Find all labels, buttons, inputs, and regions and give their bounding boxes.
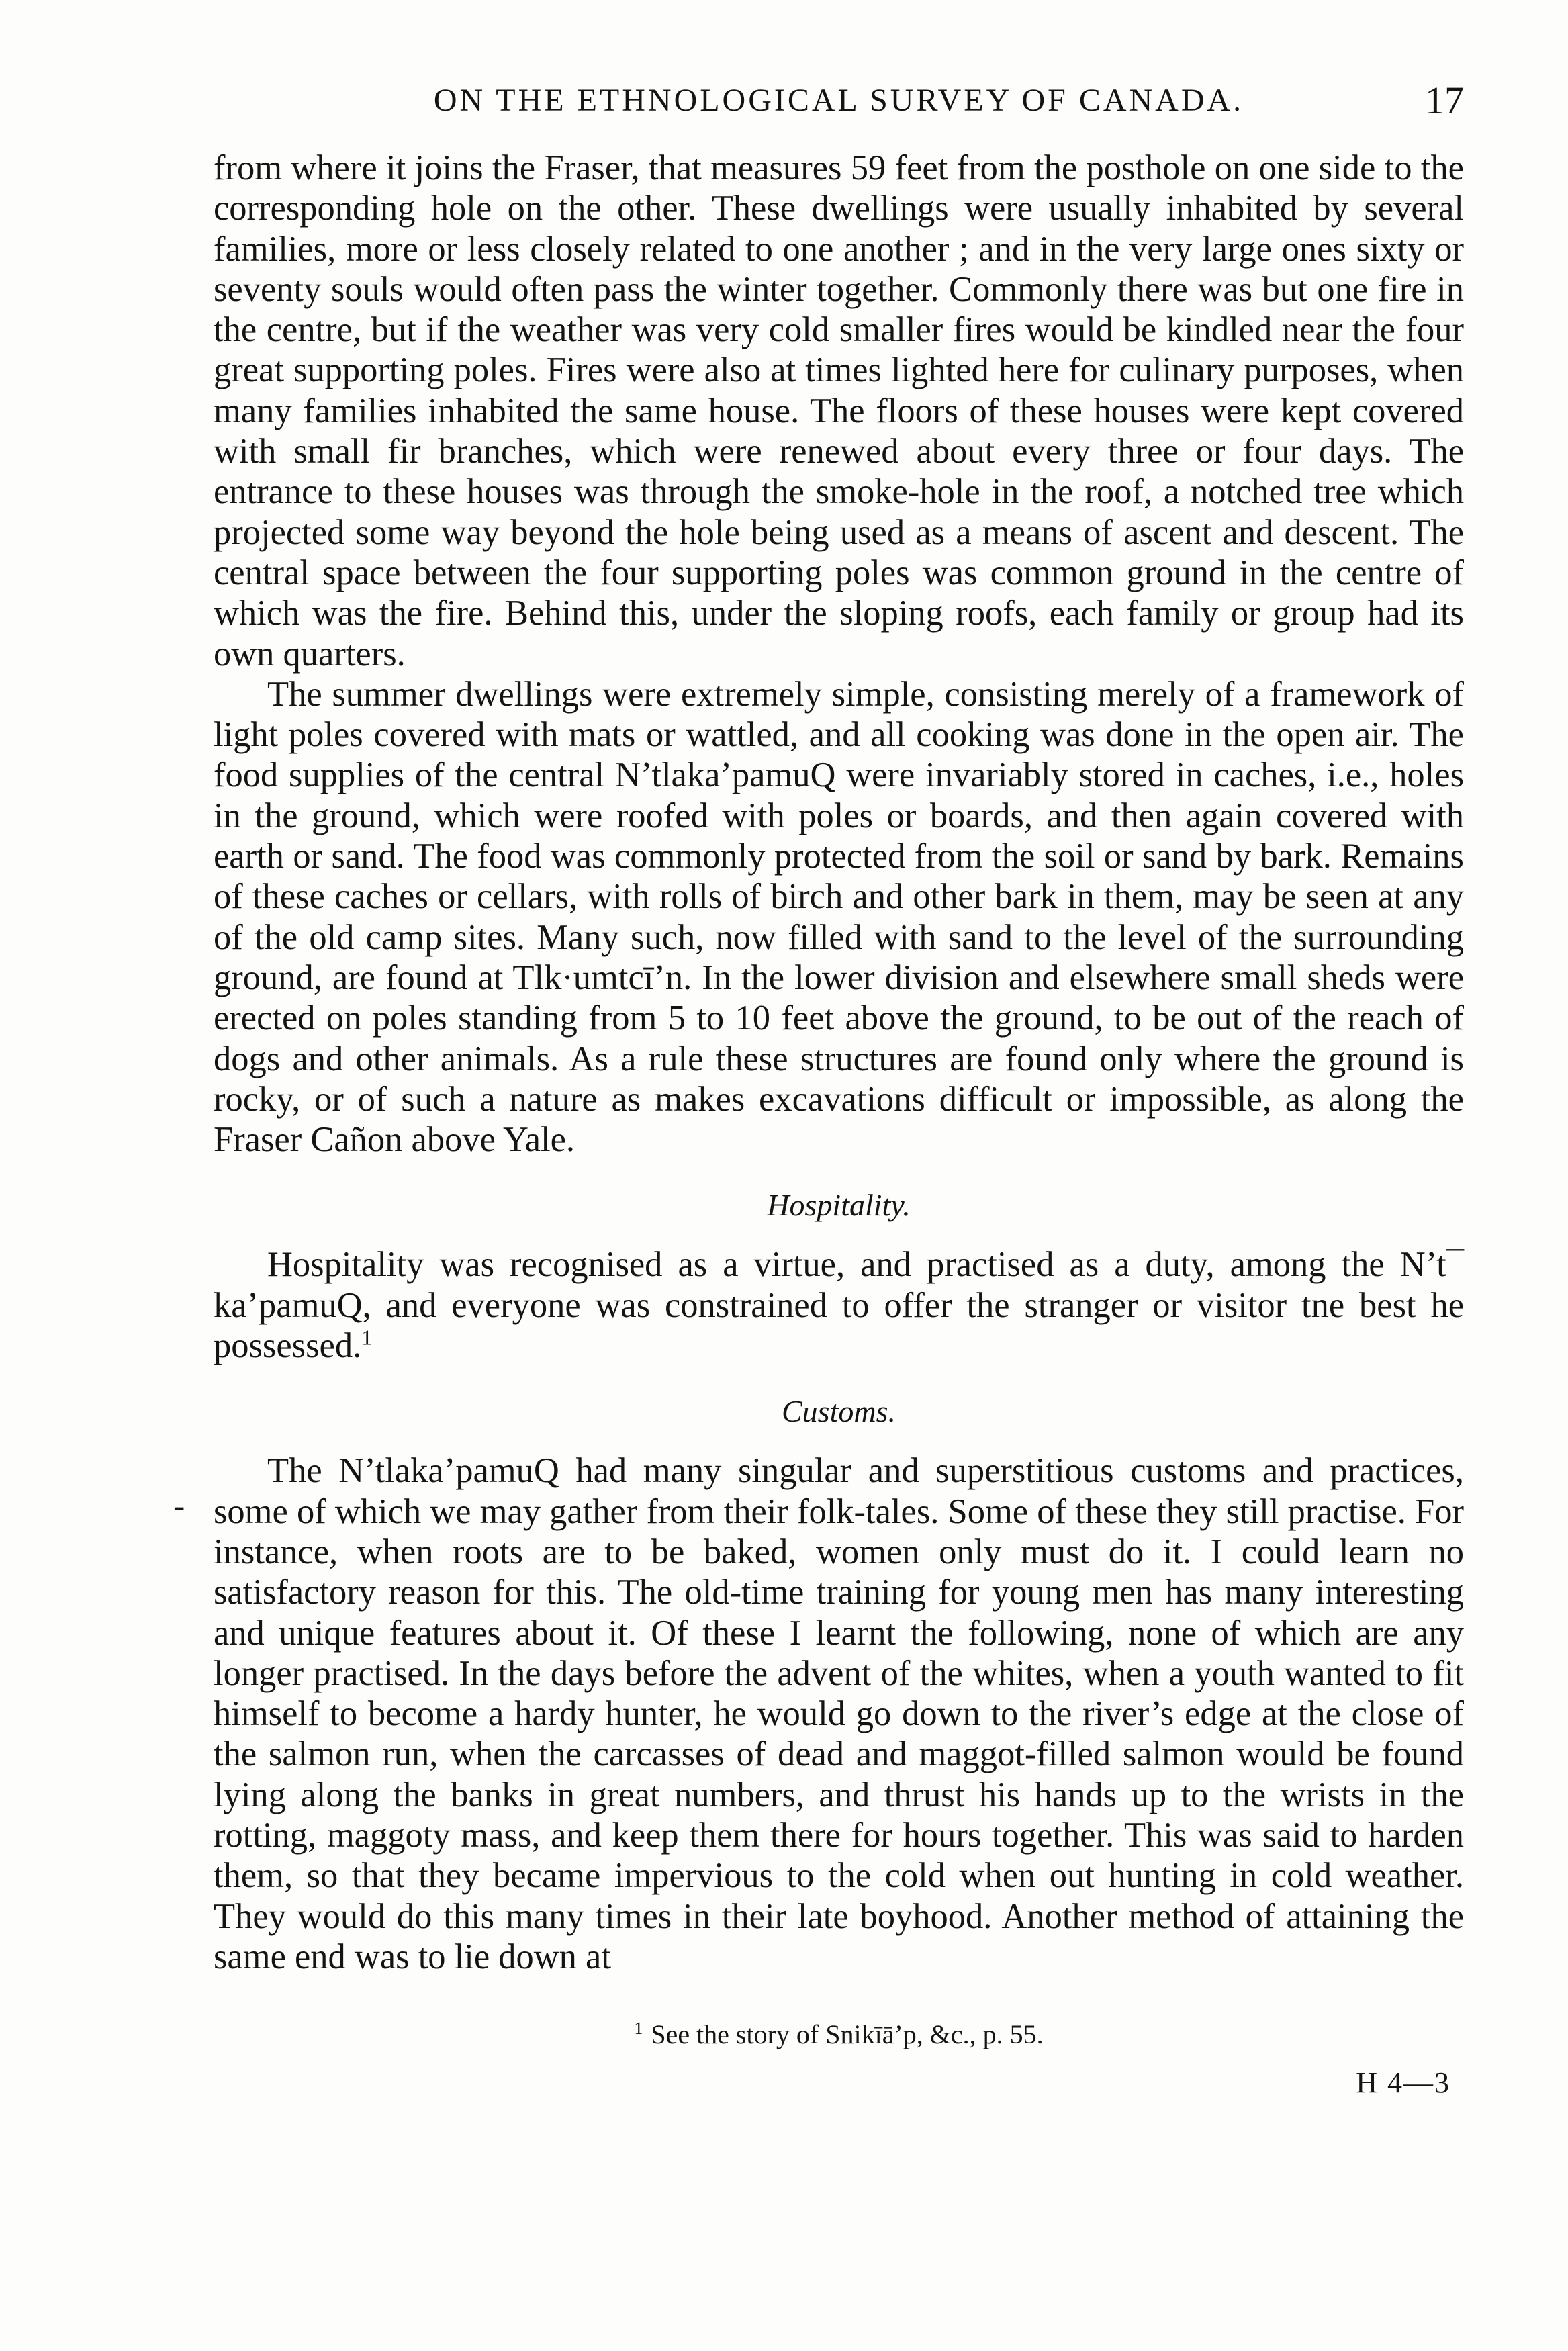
paragraph-summer-dwellings: The summer dwellings were extremely simple, consisting merely of a framework of light poles covered with mats or wattled, and all cooking was done in the open air. The food supplies of the central N’tlaka’pamuQ were invariably stored in caches, i.e., holes in the ground, which were roofed with poles or boards, and then again covered with earth or sand. The food was commonly protected from the soil or sand by bark. Remains of these caches or cellars, with rolls of birch and other bark in them, may be seen at any of the old camp sites. Many such, now filled with sand to the level of the surrounding ground, are found at Tlk·umtcī’n. In the lower division and elsewhere small sheds were erected on poles standing from 5 to 10 feet above the ground, to be out of the reach of dogs and other animals. As a rule these structures are found only where the ground is rocky, or of such a nature as makes excavations difficult or impossible, as along the Fraser Cañon above Yale. [214,674,1464,1160]
paragraph-customs: The N’tlaka’pamuQ had many singular and superstitious customs and practices, some of which we may gather from their folk-tales. Some of these they still practise. For instance, when roots are to be baked, women only must do it. I could learn no satisfactory reason for this. The old-time training for young men has many interesting and unique features about it. Of these I learnt the following, none of which are any longer practised. In the days before the advent of the whites, when a youth wanted to fit himself to become a hardy hunter, he would go down to the river’s edge at the close of the salmon run, when the carcasses of dead and maggot-filled salmon would be found lying along the banks in great numbers, and thrust his hands up to the wrists in the rotting, maggoty mass, and keep them there for hours together. This was said to harden them, so that they became impervious to the cold when out hunting in cold weather. They would do this many times in their late boyhood. Another method of attaining the same end was to lie down at [214,1451,1464,1976]
footnote-marker: 1 [361,1325,373,1350]
paragraph-hospitality [214,1244,1464,1366]
footnote-number: 1 [634,2018,643,2038]
running-head [214,74,1464,128]
heading-hospitality: Hospitality. [767,1188,911,1223]
running-title: ON THE ETHNOLOGICAL SURVEY OF CANADA. [433,83,1244,118]
body-text [214,148,1464,1977]
footnote [214,2016,1464,2054]
footnote-text: See the story of Snikīā’p, &c., p. 55. [651,2019,1044,2050]
page [214,74,1464,2100]
signature-mark: H 4—3 [1356,2066,1450,2100]
margin-mark: - [173,1487,185,1525]
heading-customs: Customs. [782,1394,896,1429]
page-number: 17 [1425,79,1464,122]
paragraph-hospitality-text: Hospitality was recognised as a virtue, and practised as a duty, among the N’t¯ ka’pamuQ, and everyone was constrained to offer the stranger or visitor tne best he possessed. [214,1245,1464,1366]
paragraph-dwellings: from where it joins the Fraser, that measures 59 feet from the posthole on one side to the corresponding hole on the other. These dwellings were usually inhabited by several families, more or less closely related to one another ; and in the very large ones sixty or seventy souls would often pass the winter together. Commonly there was but one fire in the centre, but if the weather was very cold smaller fires would be kindled near the four great supporting poles. Fires were also at times lighted here for culinary purposes, when many families inhabited the same house. The floors of these houses were kept covered with small fir branches, which were renewed about every three or four days. The entrance to these houses was through the smoke-hole in the roof, a notched tree which projected some way beyond the hole being used as a means of ascent and descent. The central space between the four supporting poles was common ground in the centre of which was the fire. Behind this, under the sloping roofs, each family or group had its own quarters. [214,148,1464,674]
